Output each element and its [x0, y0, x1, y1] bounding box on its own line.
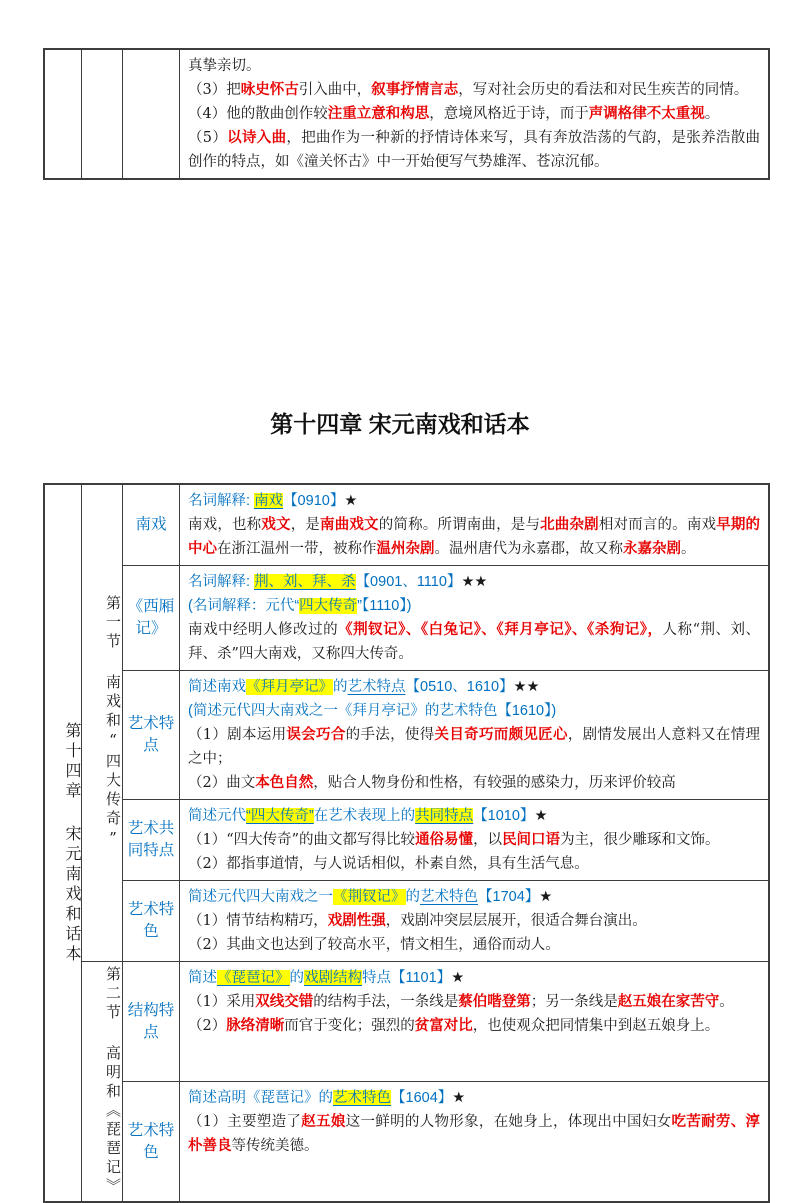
- text-segment: 南戏: [254, 493, 284, 509]
- text-segment: ，也使观众把同情集中到赵五娘身上。: [472, 1018, 720, 1034]
- text-segment: 在艺术表现上的: [313, 808, 416, 824]
- text-segment: （4）他的散曲创作较: [188, 106, 328, 122]
- row-content: [179, 799, 768, 880]
- text-line: [188, 570, 760, 594]
- text-segment: ★: [452, 1090, 466, 1106]
- text-line: [188, 102, 760, 126]
- text-segment: 永嘉杂剧: [623, 540, 681, 557]
- text-segment: 以诗入曲: [227, 129, 287, 146]
- text-segment: (简述元代四大南戏之一《拜月亭记》的艺术特色【1610】): [188, 703, 557, 719]
- text-segment: 北曲杂剧: [540, 516, 599, 533]
- text-line: [188, 489, 760, 513]
- text-segment: 戏文: [261, 516, 291, 533]
- text-segment: ★★: [461, 574, 488, 590]
- text-segment: ，贴合人物身份和性格，有较强的感染力，历来评价较高: [313, 775, 676, 791]
- text-segment: （5）: [188, 130, 228, 146]
- text-segment: 真挚亲切。: [188, 58, 261, 74]
- text-segment: 。: [704, 106, 720, 122]
- text-segment: 双线交错: [255, 993, 314, 1010]
- text-line: [188, 618, 760, 666]
- text-segment: 【0901、1110】: [355, 574, 462, 590]
- text-segment: 【0910】: [283, 493, 345, 509]
- text-segment: 为主，很少雕琢和文饰。: [560, 832, 720, 848]
- text-segment: （2）: [188, 1018, 227, 1034]
- text-segment: ，是: [290, 517, 321, 533]
- top-table-empty-cell-3: [122, 50, 179, 178]
- text-line: [188, 828, 760, 852]
- text-segment: 【1010】: [473, 808, 535, 824]
- row-header-jiegou-tedian: 结构特点: [122, 961, 179, 1081]
- text-segment: （1）“四大传奇”的曲文都写得比较: [188, 832, 416, 848]
- text-segment: 的结构手法，一条线是: [313, 994, 459, 1010]
- chapter-vertical-label: 第十四章 宋元南戏和话本: [63, 721, 82, 965]
- text-segment: 艺术特色: [333, 1090, 391, 1106]
- text-segment: 简述元代: [188, 808, 246, 824]
- text-segment: ；另一条线是: [530, 994, 618, 1010]
- text-segment: ，戏剧冲突层层展开，很适合舞台演出。: [385, 913, 647, 929]
- text-segment: 名词解释:: [188, 493, 255, 509]
- text-segment: 相对而言的。南戏: [598, 517, 717, 533]
- text-segment: (名词解释：元代“: [188, 598, 300, 614]
- text-segment: 艺术特点: [347, 679, 406, 695]
- text-segment: 【1604】: [391, 1090, 453, 1106]
- text-segment: 戏剧性强: [327, 912, 386, 929]
- text-line: [188, 1110, 760, 1158]
- text-segment: 。温州唐代为永嘉郡，故又称: [434, 541, 623, 557]
- text-segment: 《琵琶记》: [217, 970, 290, 986]
- text-segment: 艺术特色: [420, 889, 478, 905]
- text-line: [188, 513, 760, 561]
- text-segment: 等传统美德。: [231, 1138, 319, 1154]
- text-segment: （2）都指事道情，与人说话相似，朴素自然，具有生活气息。: [188, 856, 589, 872]
- text-line: [188, 675, 760, 699]
- row-content: [179, 961, 768, 1081]
- text-segment: ★: [534, 808, 548, 824]
- text-segment: ，写对社会历史的看法和对民生疾苦的同情。: [458, 82, 749, 98]
- text-line: [188, 966, 760, 990]
- text-segment: 赵五娘在家苦守: [617, 993, 720, 1010]
- text-segment: 人称“荆、刘、拜、杀”四大南戏，又称四大传奇。: [188, 622, 761, 662]
- text-segment: 戏剧结构: [304, 970, 362, 986]
- text-segment: 本色自然: [255, 774, 314, 791]
- text-segment: 【0510、1610】: [405, 679, 514, 695]
- text-segment: ，以: [473, 832, 503, 848]
- text-segment: 简述元代四大南戏之一: [188, 889, 333, 905]
- text-segment: ，把曲作为一种新的抒情诗体来写，具有奔放浩荡的气韵，是张养浩散曲创作的特点，如《潼关怀古》中一开始便写气势雄浑、苍凉沉郁。: [188, 130, 761, 170]
- text-segment: ★★: [513, 679, 540, 695]
- text-segment: 咏史怀古: [240, 81, 299, 98]
- text-segment: （2）其曲文也达到了较高水平，情文相生，通俗而动人。: [188, 937, 560, 953]
- text-line: [188, 126, 760, 174]
- text-segment: 南曲戏文: [320, 516, 379, 533]
- text-segment: ，意境风格近于诗，而于: [429, 106, 589, 122]
- text-segment: 蔡伯喈登第: [458, 993, 531, 1010]
- text-segment: 贫富对比: [414, 1017, 473, 1034]
- text-segment: 《荆钗记》、《白兔记》、《拜月亭记》、《杀狗记》，: [338, 621, 663, 638]
- text-segment: 【1704】: [478, 889, 540, 905]
- text-segment: 。: [719, 994, 734, 1010]
- row-header-yishu-gongtong-tedian: 艺术共同特点: [122, 799, 179, 880]
- row-content: [179, 565, 768, 670]
- text-segment: 简述南戏: [188, 679, 246, 695]
- text-segment: （3）把: [188, 82, 241, 98]
- text-segment: 叙事抒情言志: [371, 81, 459, 98]
- text-segment: 南戏中经明人修改过的: [188, 622, 339, 638]
- text-segment: 简述: [188, 970, 217, 986]
- row-header-yishu-tese-1: 艺术特色: [122, 880, 179, 961]
- top-table-content-cell: [179, 50, 768, 178]
- text-segment: （2）曲文: [188, 775, 256, 791]
- text-segment: 赵五娘: [301, 1113, 346, 1130]
- main-table: [43, 483, 770, 1203]
- text-segment: 共同特点: [415, 808, 474, 824]
- text-segment: ”【1110】): [357, 598, 412, 614]
- text-segment: 的: [405, 889, 420, 905]
- row-content: [179, 485, 768, 565]
- text-segment: 的: [289, 970, 304, 986]
- text-segment: 关目奇巧而颇见匠心: [434, 726, 568, 743]
- text-segment: （1）采用: [188, 994, 256, 1010]
- text-line: [188, 852, 760, 876]
- text-segment: 这一鲜明的人物形象，在她身上，体现出中国妇女: [345, 1114, 672, 1130]
- row-header-nanxi: 南戏: [122, 485, 179, 565]
- text-line: [188, 699, 760, 723]
- text-segment: 。: [681, 541, 696, 557]
- text-segment: 通俗易懂: [415, 831, 474, 848]
- text-segment: 声调格律不太重视: [588, 105, 705, 122]
- text-segment: 荆、刘、拜、杀: [254, 574, 356, 590]
- chapter-heading: 第十四章 宋元南戏和话本: [270, 411, 530, 437]
- top-table-empty-cell-2: [81, 50, 122, 178]
- text-segment: 南戏，也称: [188, 517, 262, 533]
- row-content: [179, 670, 768, 799]
- text-line: [188, 933, 760, 957]
- text-line: [188, 885, 760, 909]
- text-segment: 四大传奇: [299, 598, 358, 614]
- text-segment: 在浙江温州一带，被称作: [217, 541, 377, 557]
- top-table: [43, 48, 770, 180]
- text-segment: 的: [333, 679, 348, 695]
- text-segment: 名词解释:: [188, 574, 255, 590]
- text-segment: ★: [344, 493, 358, 509]
- text-line: [188, 990, 760, 1014]
- row-header-yishu-tese-2: 艺术特色: [122, 1081, 179, 1201]
- text-segment: ★: [539, 889, 553, 905]
- text-segment: 引入曲中，: [298, 82, 372, 98]
- section-1-vertical-label: 第一节 南戏和“四大传奇”: [81, 485, 122, 961]
- text-segment: 早期的中心: [188, 516, 761, 557]
- text-segment: （1）主要塑造了: [188, 1114, 302, 1130]
- text-line: [188, 804, 760, 828]
- text-segment: 温州杂剧: [376, 540, 435, 557]
- text-segment: 而官于变化；强烈的: [284, 1018, 415, 1034]
- text-line: [188, 594, 760, 618]
- row-header-yishu-tedian: 艺术特点: [122, 670, 179, 799]
- text-segment: 特点【1101】: [362, 970, 452, 986]
- text-line: [188, 909, 760, 933]
- text-segment: 注重立意和构思: [327, 105, 430, 122]
- text-line: [188, 723, 760, 771]
- text-segment: 《荆钗记》: [333, 889, 406, 905]
- text-segment: “四大传奇”: [246, 808, 314, 824]
- top-table-empty-cell-1: [45, 50, 81, 178]
- text-line: [188, 1014, 760, 1038]
- text-segment: （1）剧本运用: [188, 727, 287, 743]
- text-segment: ，剧情发展出人意料又在情理之中；: [188, 727, 761, 767]
- section-2-vertical-label: 第二节 高明和《琵琶记》: [81, 961, 122, 1201]
- row-header-xixiangji: 《西厢记》: [122, 565, 179, 670]
- text-segment: 的简称。所谓南曲，是与: [378, 517, 541, 533]
- text-segment: 脉络清晰: [226, 1017, 285, 1034]
- text-line: [188, 771, 760, 795]
- text-segment: （1）情节结构精巧，: [188, 913, 328, 929]
- text-segment: 误会巧合: [286, 726, 346, 743]
- row-content: [179, 880, 768, 961]
- text-segment: 吃苦耐劳、淳朴善良: [188, 1113, 761, 1154]
- text-segment: 民间口语: [502, 831, 561, 848]
- text-line: [188, 54, 760, 78]
- text-segment: 《拜月亭记》: [246, 679, 333, 695]
- text-segment: 的手法，使得: [345, 727, 435, 743]
- text-line: [188, 1086, 760, 1110]
- text-segment: ★: [451, 970, 465, 986]
- row-content: [179, 1081, 768, 1201]
- text-segment: 简述高明《琵琶记》的: [188, 1090, 333, 1106]
- text-line: [188, 78, 760, 102]
